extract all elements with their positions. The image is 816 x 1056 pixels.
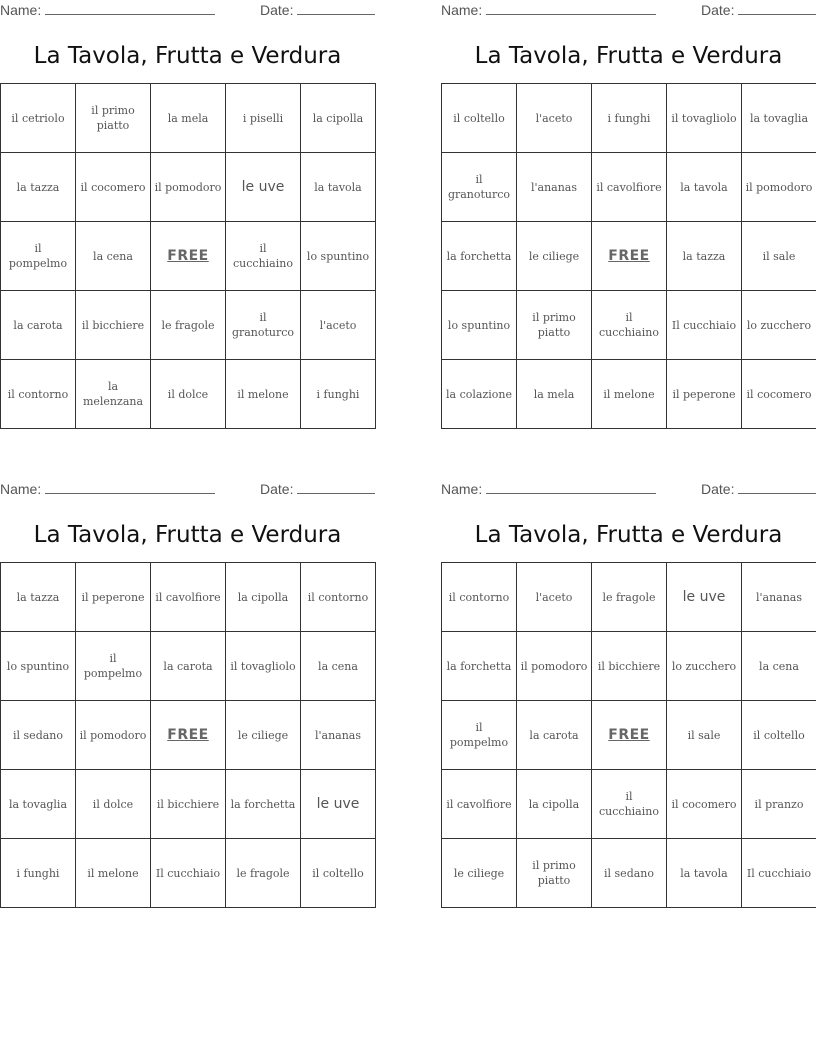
free-space: FREE: [592, 701, 667, 770]
bingo-cell: il pranzo: [742, 770, 816, 839]
bingo-cell: il cavolfiore: [442, 770, 517, 839]
bingo-row: [1, 632, 376, 701]
bingo-cell: il bicchiere: [151, 770, 226, 839]
free-space: FREE: [151, 222, 226, 291]
bingo-cell: la tovaglia: [1, 770, 76, 839]
bingo-cell: il dolce: [76, 770, 151, 839]
bingo-cell: la mela: [517, 360, 592, 429]
bingo-cell: il dolce: [151, 360, 226, 429]
name-label: Name:: [441, 481, 483, 497]
bingo-cell: il granoturco: [442, 153, 517, 222]
bingo-cell: la forchetta: [442, 222, 517, 291]
bingo-cell: la tovaglia: [742, 84, 816, 153]
bingo-cell: Il cucchiaio: [151, 839, 226, 908]
bingo-cell: il sale: [742, 222, 816, 291]
bingo-cell: il pomodoro: [742, 153, 816, 222]
bingo-grid: [441, 83, 816, 429]
bingo-row: [442, 291, 816, 360]
bingo-cell: il coltello: [301, 839, 376, 908]
bingo-cell: l'aceto: [301, 291, 376, 360]
name-blank-line: [486, 481, 656, 494]
bingo-cell: la melenzana: [76, 360, 151, 429]
bingo-cell: le ciliege: [442, 839, 517, 908]
bingo-cell: le ciliege: [226, 701, 301, 770]
bingo-cell: le uve: [301, 770, 376, 839]
date-field: [260, 2, 375, 18]
bingo-cell: le ciliege: [517, 222, 592, 291]
bingo-cell: lo spuntino: [442, 291, 517, 360]
bingo-cell: il contorno: [301, 563, 376, 632]
bingo-cell: il bicchiere: [592, 632, 667, 701]
bingo-cell: il contorno: [1, 360, 76, 429]
bingo-cell: il cavolfiore: [151, 563, 226, 632]
bingo-cell: il tovagliolo: [667, 84, 742, 153]
bingo-cell: la carota: [151, 632, 226, 701]
bingo-card: [0, 0, 375, 429]
bingo-cell: il bicchiere: [76, 291, 151, 360]
name-field: [0, 2, 215, 18]
card-title: La Tavola, Frutta e Verdura: [474, 522, 783, 548]
bingo-cell: la cena: [76, 222, 151, 291]
name-label: Name:: [441, 2, 483, 18]
name-blank-line: [45, 2, 215, 15]
bingo-cell: le uve: [667, 563, 742, 632]
bingo-cell: la forchetta: [442, 632, 517, 701]
bingo-cell: la tazza: [1, 563, 76, 632]
bingo-cell: il peperone: [667, 360, 742, 429]
card-title: La Tavola, Frutta e Verdura: [33, 43, 342, 69]
date-field: [260, 481, 375, 497]
bingo-cell: il cocomero: [667, 770, 742, 839]
bingo-row: [1, 701, 376, 770]
bingo-cell: il peperone: [76, 563, 151, 632]
name-label: Name:: [0, 481, 42, 497]
bingo-cell: la tazza: [667, 222, 742, 291]
bingo-cell: le fragole: [151, 291, 226, 360]
bingo-cell: il cocomero: [76, 153, 151, 222]
bingo-card: [0, 479, 375, 908]
card-header: [0, 0, 375, 24]
name-label: Name:: [0, 2, 42, 18]
bingo-cell: lo spuntino: [1, 632, 76, 701]
bingo-grid: [441, 562, 816, 908]
bingo-row: [1, 291, 376, 360]
bingo-cell: la cena: [742, 632, 816, 701]
bingo-cell: la tavola: [301, 153, 376, 222]
date-label: Date:: [701, 2, 735, 18]
bingo-cell: il sedano: [592, 839, 667, 908]
name-field: [0, 481, 215, 497]
bingo-cell: il cucchiaino: [592, 291, 667, 360]
bingo-row: [442, 632, 816, 701]
bingo-cell: lo zucchero: [667, 632, 742, 701]
bingo-cell: il cavolfiore: [592, 153, 667, 222]
date-blank-line: [738, 2, 816, 15]
bingo-cell: il primo piatto: [517, 839, 592, 908]
bingo-row: [1, 360, 376, 429]
name-blank-line: [45, 481, 215, 494]
date-blank-line: [738, 481, 816, 494]
bingo-cell: l'ananas: [517, 153, 592, 222]
bingo-cell: il cetriolo: [1, 84, 76, 153]
bingo-cell: il pompelmo: [1, 222, 76, 291]
date-label: Date:: [260, 2, 294, 18]
bingo-cell: il coltello: [742, 701, 816, 770]
bingo-cell: il contorno: [442, 563, 517, 632]
bingo-cell: la mela: [151, 84, 226, 153]
bingo-cell: il pomodoro: [517, 632, 592, 701]
bingo-cell: i piselli: [226, 84, 301, 153]
bingo-cell: i funghi: [301, 360, 376, 429]
bingo-grid: [0, 83, 376, 429]
card-header: [441, 479, 816, 503]
bingo-cell: il melone: [226, 360, 301, 429]
bingo-cell: il cucchiaino: [592, 770, 667, 839]
bingo-cell: la cipolla: [301, 84, 376, 153]
bingo-row: [442, 360, 816, 429]
name-field: [441, 2, 656, 18]
free-space: FREE: [592, 222, 667, 291]
bingo-cell: la carota: [517, 701, 592, 770]
bingo-cell: i funghi: [1, 839, 76, 908]
bingo-cell: la tavola: [667, 839, 742, 908]
bingo-cell: le fragole: [226, 839, 301, 908]
bingo-cell: i funghi: [592, 84, 667, 153]
bingo-cell: il cocomero: [742, 360, 816, 429]
date-blank-line: [297, 2, 375, 15]
bingo-row: [442, 839, 816, 908]
bingo-cell: la cipolla: [226, 563, 301, 632]
bingo-row: [442, 222, 816, 291]
card-title: La Tavola, Frutta e Verdura: [474, 43, 783, 69]
bingo-row: [442, 701, 816, 770]
bingo-cell: Il cucchiaio: [742, 839, 816, 908]
bingo-cell: il primo piatto: [76, 84, 151, 153]
bingo-cell: la colazione: [442, 360, 517, 429]
bingo-cell: l'ananas: [301, 701, 376, 770]
bingo-cell: il melone: [76, 839, 151, 908]
bingo-row: [1, 222, 376, 291]
bingo-row: [442, 563, 816, 632]
bingo-row: [1, 563, 376, 632]
bingo-cell: la cipolla: [517, 770, 592, 839]
bingo-row: [1, 84, 376, 153]
bingo-row: [1, 839, 376, 908]
bingo-cell: il pompelmo: [76, 632, 151, 701]
bingo-row: [1, 153, 376, 222]
card-header: [441, 0, 816, 24]
bingo-row: [442, 770, 816, 839]
date-blank-line: [297, 481, 375, 494]
date-label: Date:: [260, 481, 294, 497]
bingo-cell: la tavola: [667, 153, 742, 222]
bingo-cell: il pompelmo: [442, 701, 517, 770]
bingo-cell: il sedano: [1, 701, 76, 770]
bingo-cell: l'aceto: [517, 84, 592, 153]
bingo-cell: lo zucchero: [742, 291, 816, 360]
bingo-cell: la forchetta: [226, 770, 301, 839]
bingo-cell: il pomodoro: [151, 153, 226, 222]
bingo-cell: il coltello: [442, 84, 517, 153]
bingo-card: [441, 0, 816, 429]
bingo-cell: il sale: [667, 701, 742, 770]
bingo-cell: il granoturco: [226, 291, 301, 360]
date-field: [701, 2, 816, 18]
bingo-grid: [0, 562, 376, 908]
bingo-cell: la carota: [1, 291, 76, 360]
bingo-cell: Il cucchiaio: [667, 291, 742, 360]
bingo-cell: la cena: [301, 632, 376, 701]
bingo-cell: il tovagliolo: [226, 632, 301, 701]
bingo-cell: le uve: [226, 153, 301, 222]
free-space: FREE: [151, 701, 226, 770]
bingo-cell: l'ananas: [742, 563, 816, 632]
card-title: La Tavola, Frutta e Verdura: [33, 522, 342, 548]
bingo-cell: il primo piatto: [517, 291, 592, 360]
name-blank-line: [486, 2, 656, 15]
card-header: [0, 479, 375, 503]
name-field: [441, 481, 656, 497]
bingo-cell: le fragole: [592, 563, 667, 632]
bingo-card: [441, 479, 816, 908]
bingo-cell: il cucchiaino: [226, 222, 301, 291]
bingo-row: [1, 770, 376, 839]
bingo-cell: la tazza: [1, 153, 76, 222]
bingo-cell: l'aceto: [517, 563, 592, 632]
date-field: [701, 481, 816, 497]
bingo-cell: il pomodoro: [76, 701, 151, 770]
bingo-cell: il melone: [592, 360, 667, 429]
date-label: Date:: [701, 481, 735, 497]
bingo-row: [442, 84, 816, 153]
bingo-row: [442, 153, 816, 222]
bingo-cell: lo spuntino: [301, 222, 376, 291]
